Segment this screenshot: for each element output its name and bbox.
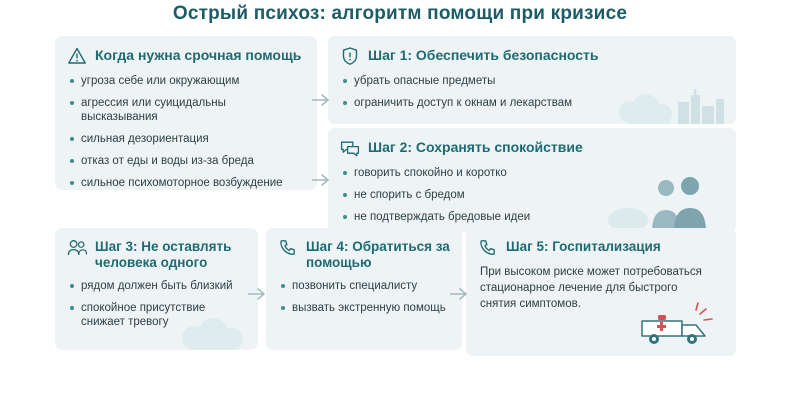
arrow-urgent-to-step3 (312, 172, 336, 188)
speech-bubbles-icon (340, 138, 360, 158)
card-step5 (466, 228, 736, 356)
phone-call-icon (478, 238, 498, 258)
list-item: отказ от еды и воды из-за бреда (81, 154, 305, 168)
warning-triangle-icon (67, 46, 87, 66)
two-persons-icon (67, 238, 87, 258)
card-step2-header (328, 128, 736, 162)
list-item: сильное психомоторное возбуждение (81, 176, 305, 190)
card-step1 (328, 36, 736, 124)
phone-call-icon (278, 238, 298, 258)
card-urgent-title: Когда нужна срочная помощь (95, 47, 302, 63)
list-item: позвонить специалисту (292, 279, 450, 293)
card-urgent-list (55, 74, 317, 190)
list-item: не спорить с бредом (354, 188, 724, 202)
card-step2-title: Шаг 2: Сохранять спокойствие (368, 139, 583, 155)
card-urgent-header (55, 36, 317, 70)
list-item: вызвать экстренную помощь (292, 301, 450, 315)
card-step1-list (328, 74, 736, 120)
page-title: Острый психоз: алгоритм помощи при кризисе (172, 3, 628, 24)
arrow-step3-to-step4 (248, 286, 272, 302)
card-step2-list (328, 166, 736, 232)
card-step2 (328, 128, 736, 232)
card-step1-title: Шаг 1: Обеспечить безопасность (368, 47, 599, 63)
card-step4-header (266, 228, 462, 275)
list-item: говорить спокойно и коротко (354, 166, 724, 180)
card-step5-text: При высоком риске может потребоваться стационарное лечение для быстрого снятия симптомов. (480, 266, 702, 310)
list-item: не подтверждать бредовые идеи (354, 210, 724, 224)
list-item: убрать опасные предметы (354, 74, 724, 88)
card-step5-title: Шаг 5: Госпитализация (506, 239, 661, 254)
list-item: угроза себе или окружающим (81, 74, 305, 88)
card-step4-list (266, 279, 462, 325)
list-item: ограничить доступ к окнам и лекарствам (354, 96, 724, 110)
card-step1-header (328, 36, 736, 70)
card-step4-title: Шаг 4: Обратиться за помощью (306, 239, 450, 270)
card-step3-title: Шаг 3: Не оставлять человека одного (95, 239, 232, 270)
card-step3 (55, 228, 258, 350)
card-step3-header (55, 228, 258, 275)
list-item: спокойное присутствие снижает тревогу (81, 301, 246, 329)
arrow-step4-to-step5 (450, 286, 474, 302)
card-step3-list (55, 279, 258, 339)
list-item: сильная дезориентация (81, 132, 305, 146)
shield-exclamation-icon (340, 46, 360, 66)
card-urgent-help (55, 36, 317, 190)
arrow-urgent-to-step1 (312, 92, 336, 108)
list-item: рядом должен быть близкий (81, 279, 246, 293)
list-item: агрессия или суицидальны высказывания (81, 96, 305, 124)
card-step5-header (466, 228, 736, 262)
card-step4 (266, 228, 462, 350)
